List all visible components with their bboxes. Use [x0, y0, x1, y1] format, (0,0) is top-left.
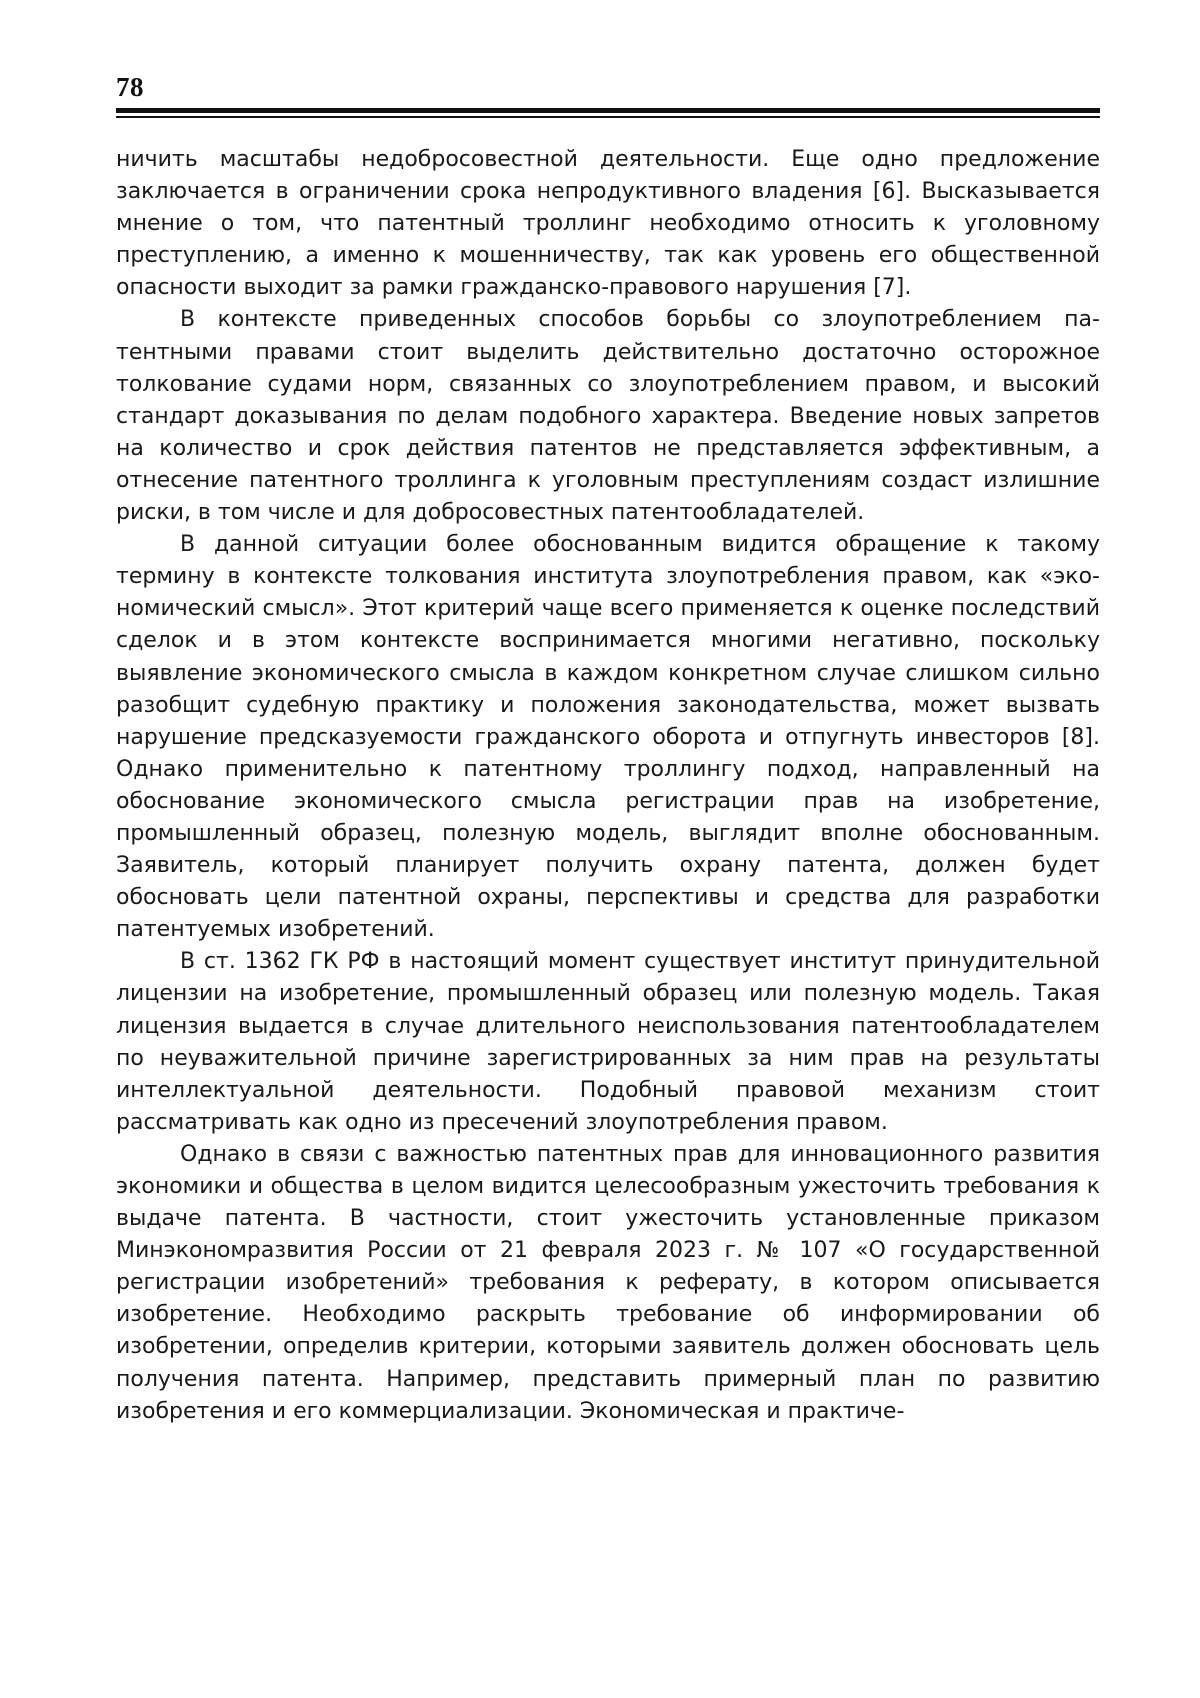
paragraph: В данной ситуации более обоснованным видится обращение к такому термину в контексте толкования института злоупотребления правом, как «экономический смысл». Этот критерий чаще всего применяется к оценке последствий сделок и в этом контексте воспринимается многими негативно, поскольку выявление экономического смысла в каждом конкретном случае слишком сильно разобщит судебную практику и положения законодательства, может вызвать нарушение предсказуемости гражданского оборота и отпугнуть инвесторов [8]. Однако применительно к патентному троллингу подход, направленный на обоснование экономического смысла регистрации прав на изобретение, промышленный образец, полезную модель, выглядит вполне обоснованным. Заявитель, который планирует получить охрану патента, должен будет обосновать цели патентной охраны, перспективы и средства для разработки патентуемых изобретений.	[116, 532, 1100, 943]
body-text	[116, 144, 1100, 1428]
page-number: 78	[116, 72, 144, 102]
paragraph: Однако в связи с важностью патентных прав для инновационного развития экономики и общества в целом видится целесообразным ужесточить требования к выдаче патента. В частности, стоит ужесточить установленные приказом Минэкономразвития России от 21 февраля 2023 г. № 107 «О государственной регистрации изобретений» требования к реферату, в котором описывается изобретение. Необходимо раскрыть требование об информировании об изобретении, определив критерии, которыми заявитель должен обосновать цель получения патента. Например, представить примерный план по развитию изобретения и его коммерциализации. Экономическая и практиче-	[116, 1141, 1100, 1424]
paragraph: В ст. 1362 ГК РФ в настоящий момент существует институт принудительной лицензии на изобретение, промышленный образец или полезную модель. Такая лицензия выдается в случае длительного неиспользования патентообладателем по неуважительной причине зарегистрированных за ним прав на результаты интеллектуальной деятельности. Подобный правовой механизм стоит рассматривать как одно из пресечений злоупотребления правом.	[116, 949, 1100, 1135]
paragraph-continuation: ничить масштабы недобросовестной деятельности. Еще одно предложение заключается в ограничении срока непродуктивного владения [6]. Высказывается мнение о том, что патентный троллинг необходимо относить к уголовному преступлению, а именно к мошенничеству, так как уровень его общественной опасности выходит за рамки гражданско-правового нарушения [7].	[116, 147, 1100, 301]
header-rule-thin	[116, 116, 1100, 118]
paragraph: В контексте приведенных способов борьбы со злоупотреблением патентными правами стоит выделить действительно достаточно осторожное толкование судами норм, связанных со злоупотреблением правом, и высокий стандарт доказывания по делам подобного характера. Введение новых запретов на количество и срок действия патентов не представляется эффективным, а отнесение патентного троллинга к уголовным преступлениям создаст излишние риски, в том числе и для добросовестных патентообладателей.	[116, 307, 1100, 526]
header-rule-thick	[116, 108, 1100, 113]
